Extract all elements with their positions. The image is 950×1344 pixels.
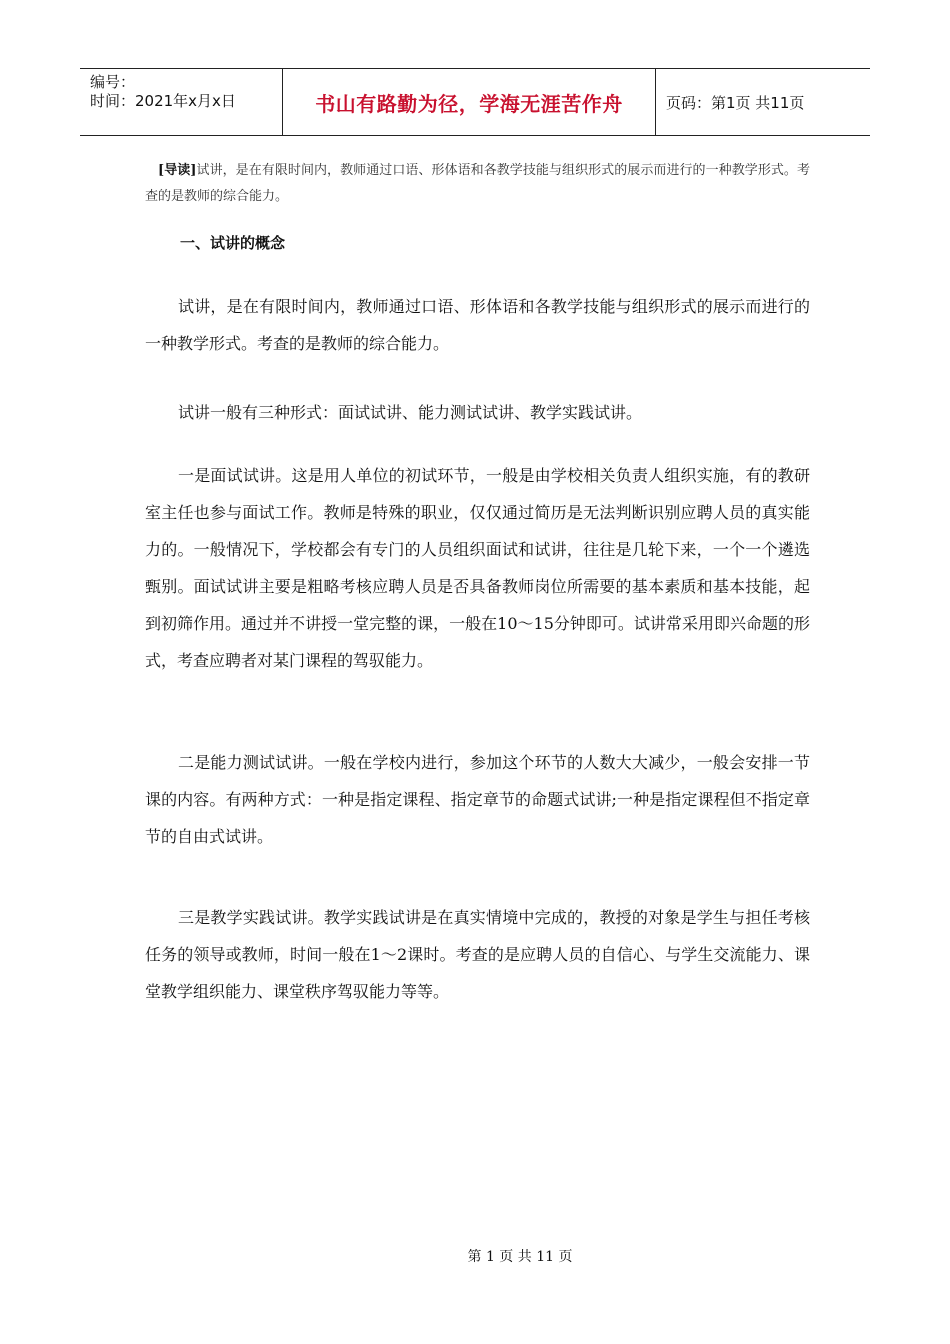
document-time-label: 时间：2021年x月x日 xyxy=(90,92,236,110)
section-heading: 一、试讲的概念 xyxy=(180,234,286,252)
body-paragraph: 试讲，是在有限时间内，教师通过口语、形体语和各教学技能与组织形式的展示而进行的一种教学形式。考查的是教师的综合能力。 xyxy=(145,297,810,353)
header-meta-cell xyxy=(80,69,282,135)
document-number-label: 编号： xyxy=(90,73,136,91)
body-paragraph: 二是能力测试试讲。一般在学校内进行，参加这个环节的人数大大减少，一般会安排一节课的内容。有两种方式：一种是指定课程、指定章节的命题式试讲;一种是指定课程但不指定章节的自由式试讲。 xyxy=(145,753,810,846)
intro-paragraph xyxy=(145,158,810,210)
page-footer: 第 1 页 共 11 页 xyxy=(467,1249,573,1265)
header-page-cell xyxy=(656,69,870,135)
body-paragraph: 试讲一般有三种形式：面试试讲、能力测试试讲、教学实践试讲。 xyxy=(178,403,643,422)
header-motto-cell xyxy=(282,69,656,135)
header-page-info: 页码：第1页 共11页 xyxy=(666,93,805,112)
intro-tag: [导读] xyxy=(158,163,197,178)
header-table xyxy=(80,68,870,136)
body-paragraph: 三是教学实践试讲。教学实践试讲是在真实情境中完成的，教授的对象是学生与担任考核任务的领导或教师，时间一般在1～2课时。考查的是应聘人员的自信心、与学生交流能力、课堂教学组织能力、课堂秩序驾驭能力等等。 xyxy=(145,908,810,1001)
header-motto: 书山有路勤为径，学海无涯苦作舟 xyxy=(315,91,623,116)
body-paragraph: 一是面试试讲。这是用人单位的初试环节，一般是由学校相关负责人组织实施，有的教研室主任也参与面试工作。教师是特殊的职业，仅仅通过简历是无法判断识别应聘人员的真实能力的。一般情况下，学校都会有专门的人员组织面试和试讲，往往是几轮下来，一个一个遴选甄别。面试试讲主要是粗略考核应聘人员是否具备教师岗位所需要的基本素质和基本技能，起到初筛作用。通过并不讲授一堂完整的课，一般在10～15分钟即可。试讲常采用即兴命题的形式，考查应聘者对某门课程的驾驭能力。 xyxy=(145,466,810,670)
intro-text: 试讲，是在有限时间内，教师通过口语、形体语和各教学技能与组织形式的展示而进行的一种教学形式。考查的是教师的综合能力。 xyxy=(145,163,810,204)
